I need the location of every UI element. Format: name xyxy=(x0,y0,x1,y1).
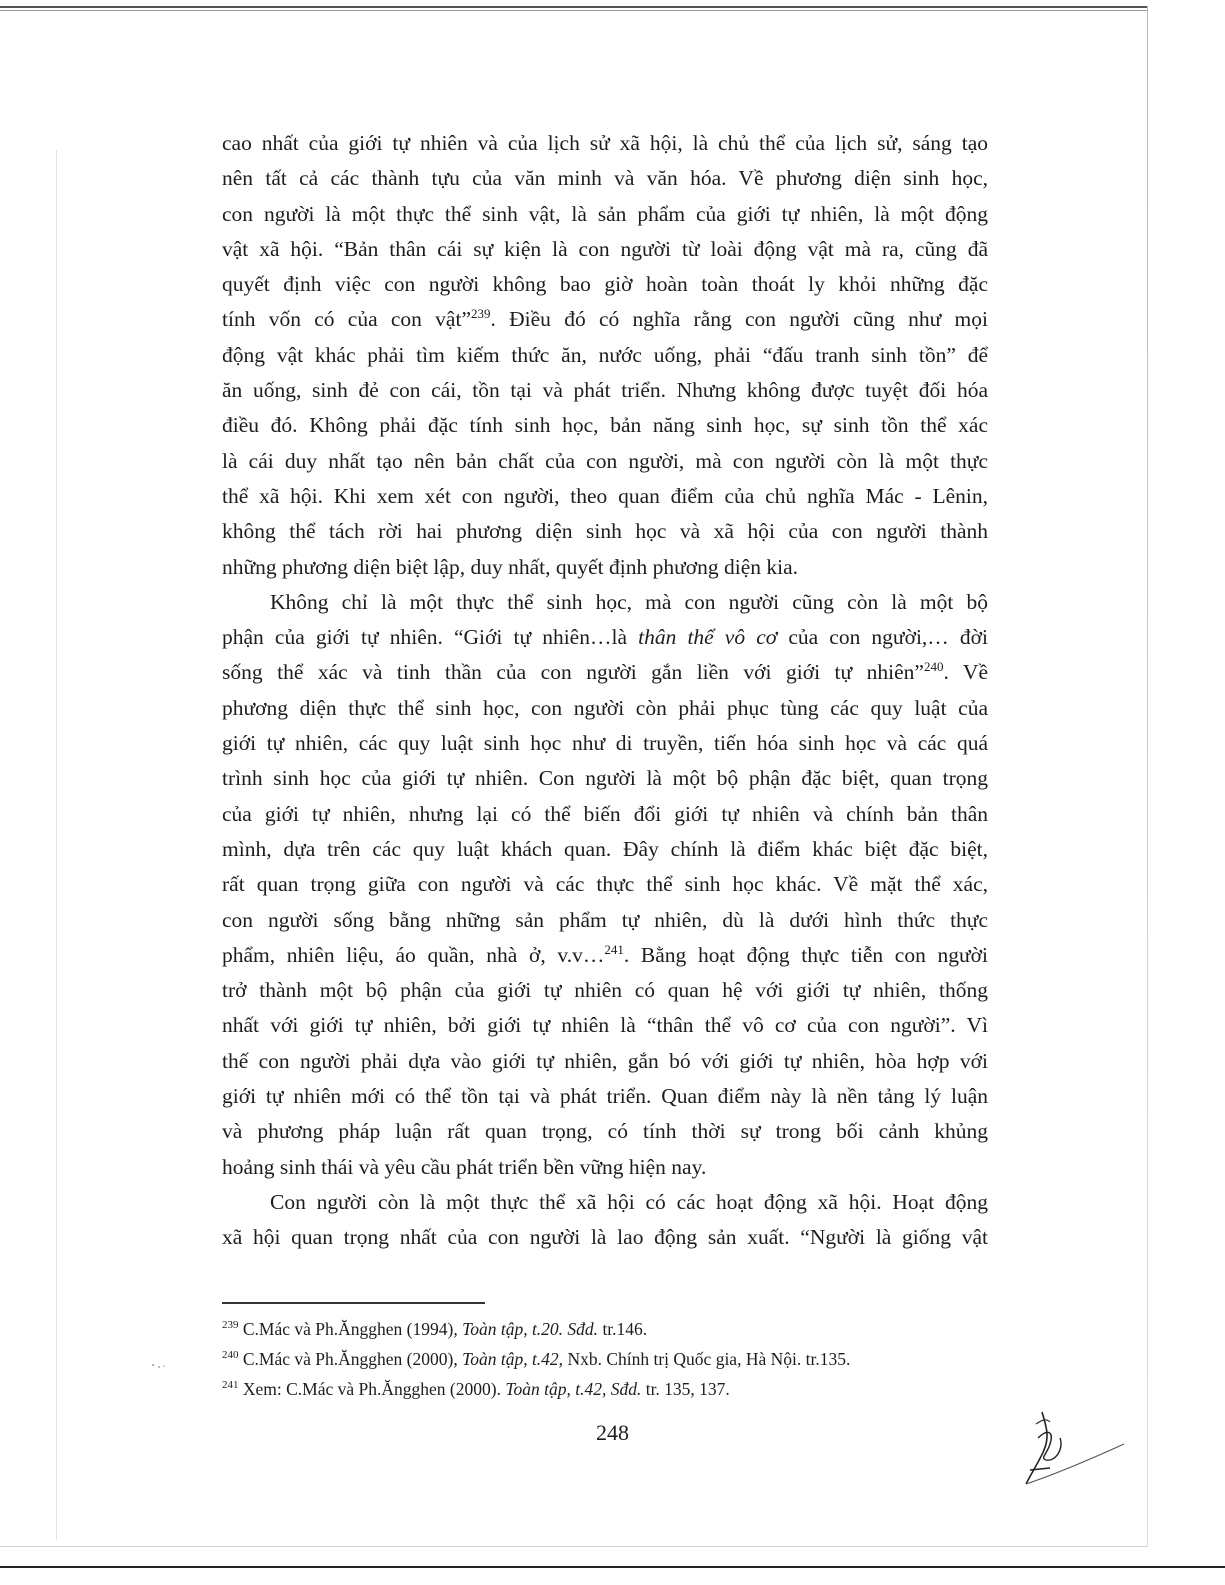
text-line: giới tự nhiên, các quy luật sinh học như di truyền, tiến hóa sinh học và các quá xyxy=(222,731,988,756)
footnote-ref-239[interactable]: 239 xyxy=(471,306,491,322)
text-line: con người là một thực thể sinh vật, là sản phẩm của giới tự nhiên, là một động xyxy=(222,201,988,226)
page-number: 248 xyxy=(596,1420,629,1445)
text-line: trở thành một bộ phận của giới tự nhiên có quan hệ với giới tự nhiên, thống xyxy=(222,978,988,1003)
footnote-text: tr.146. xyxy=(598,1319,648,1339)
text-line: điều đó. Không phải đặc tính sinh học, bản năng sinh học, sự sinh tồn thể xác xyxy=(222,413,988,438)
text-line: là cái duy nhất tạo nên bản chất của con người, mà con người còn là một thực xyxy=(222,448,988,473)
footnote-ref-240[interactable]: 240 xyxy=(923,659,944,675)
scan-edge-right xyxy=(1147,6,1148,1546)
text-line: ăn uống, sinh đẻ con cái, tồn tại và phát triển. Nhưng không được tuyệt đối hóa xyxy=(222,378,988,403)
text-line: quyết định việc con người không bao giờ hoàn toàn thoát ly khỏi những đặc xyxy=(222,272,988,297)
footnote-italic: Toàn tập, t.20. Sđd. xyxy=(462,1319,599,1339)
footnotes xyxy=(222,1314,1012,1404)
footnote-239 xyxy=(222,1314,1012,1344)
footnote-number: 241 xyxy=(222,1379,239,1391)
text-segment: phẩm, nhiên liệu, áo quần, nhà ở, v.v… xyxy=(222,942,605,967)
footnote-241 xyxy=(222,1374,1012,1404)
text-line: vật xã hội. “Bản thân cái sự kiện là con người từ loài động vật mà ra, cũng đã xyxy=(222,236,988,261)
footnote-number: 240 xyxy=(222,1349,239,1361)
scan-edge-top xyxy=(0,6,1148,8)
text-line-with-footnote-ref xyxy=(222,938,988,973)
text-segment: . Điều đó có nghĩa rằng con người cũng như mọi xyxy=(490,307,988,332)
signature-icon xyxy=(1020,1408,1130,1498)
footnote-text: C.Mác và Ph.Ăngghen (2000), xyxy=(242,1349,463,1369)
footnote-separator xyxy=(222,1302,485,1304)
text-line: thể xã hội. Khi xem xét con người, theo quan điểm của chủ nghĩa Mác - Lênin, xyxy=(222,483,988,508)
footnote-text: tr. 135, 137. xyxy=(641,1379,730,1399)
paragraph-first-line: Con người còn là một thực thể xã hội có các hoạt động xã hội. Hoạt động xyxy=(270,1189,988,1214)
scan-edge-bottom-secondary xyxy=(0,1546,1148,1547)
text-line: nên tất cả các thành tựu của văn minh và văn hóa. Về phương diện sinh học, xyxy=(222,166,988,191)
scan-edge-left xyxy=(56,150,57,1540)
text-line: hoảng sinh thái và yêu cầu phát triển bền vững hiện nay. xyxy=(222,1154,707,1179)
text-segment: . Về xyxy=(943,660,988,685)
footnote-text: C.Mác và Ph.Ăngghen (1994), xyxy=(242,1319,463,1339)
footnote-ref-241[interactable]: 241 xyxy=(604,941,624,957)
text-line: con người sống bằng những sản phẩm tự nhiên, dù là dưới hình thức thực xyxy=(222,907,988,932)
text-line: cao nhất của giới tự nhiên và của lịch sử xã hội, là chủ thể của lịch sử, sáng tạo xyxy=(222,131,988,155)
text-line-with-footnote-ref xyxy=(222,655,988,690)
text-segment: tính vốn có của con vật” xyxy=(222,307,471,332)
footnote-italic: Toàn tập, t.42, xyxy=(462,1349,564,1369)
footnote-number: 239 xyxy=(222,1319,239,1331)
body-text xyxy=(222,126,988,1256)
scan-smudge xyxy=(150,1360,170,1374)
text-segment: . Bằng hoạt động thực tiễn con người xyxy=(623,942,988,967)
text-line: trình sinh học của giới tự nhiên. Con người là một bộ phận đặc biệt, quan trọng xyxy=(222,766,988,791)
scan-edge-top-secondary xyxy=(0,10,1148,11)
text-line: động vật khác phải tìm kiếm thức ăn, nước uống, phải “đấu tranh sinh tồn” để xyxy=(222,342,988,367)
text-line: xã hội quan trọng nhất của con người là lao động sản xuất. “Người là giống vật xyxy=(222,1225,988,1250)
footnote-240 xyxy=(222,1344,1012,1374)
text-line: của giới tự nhiên, nhưng lại có thể biến đổi giới tự nhiên và chính bản thân xyxy=(222,801,988,826)
text-line: rất quan trọng giữa con người và các thực thể sinh học khác. Về mặt thể xác, xyxy=(222,872,988,897)
paragraph-first-line: Không chỉ là một thực thể sinh học, mà con người cũng còn là một bộ xyxy=(270,589,988,614)
text-line: mình, dựa trên các quy luật khách quan. Đây chính là điểm khác biệt đặc biệt, xyxy=(222,836,988,861)
text-segment: phận của giới tự nhiên. “Giới tự nhiên…là xyxy=(222,625,639,650)
text-line-with-footnote-ref xyxy=(222,302,988,337)
text-segment: của con người,… đời xyxy=(777,625,988,650)
text-line: và phương pháp luận rất quan trọng, có tính thời sự trong bối cảnh khủng xyxy=(222,1119,988,1144)
text-line: không thể tách rời hai phương diện sinh học và xã hội của con người thành xyxy=(222,519,988,544)
text-line: nhất với giới tự nhiên, bởi giới tự nhiên là “thân thể vô cơ của con người”. Vì xyxy=(222,1013,988,1038)
scan-edge-bottom xyxy=(0,1566,1225,1568)
text-line: phương diện thực thể sinh học, con người còn phải phục tùng các quy luật của xyxy=(222,695,988,720)
italic-phrase: thân thể vô cơ xyxy=(638,625,778,650)
footnote-italic: Toàn tập, t.42, Sđd. xyxy=(505,1379,642,1399)
text-line: thế con người phải dựa vào giới tự nhiên, gắn bó với giới tự nhiên, hòa hợp với xyxy=(222,1048,988,1073)
text-line: giới tự nhiên mới có thể tồn tại và phát triển. Quan điểm này là nền tảng lý luận xyxy=(222,1084,988,1109)
text-segment: sống thể xác và tinh thần của con người gắn liền với giới tự nhiên” xyxy=(222,660,924,685)
text-line-with-emphasis xyxy=(222,620,988,655)
footnote-text: Xem: C.Mác và Ph.Ăngghen (2000). xyxy=(242,1379,506,1399)
footnote-text: Nxb. Chính trị Quốc gia, Hà Nội. tr.135. xyxy=(563,1349,851,1369)
text-line: những phương diện biệt lập, duy nhất, quyết định phương diện kia. xyxy=(222,554,799,579)
